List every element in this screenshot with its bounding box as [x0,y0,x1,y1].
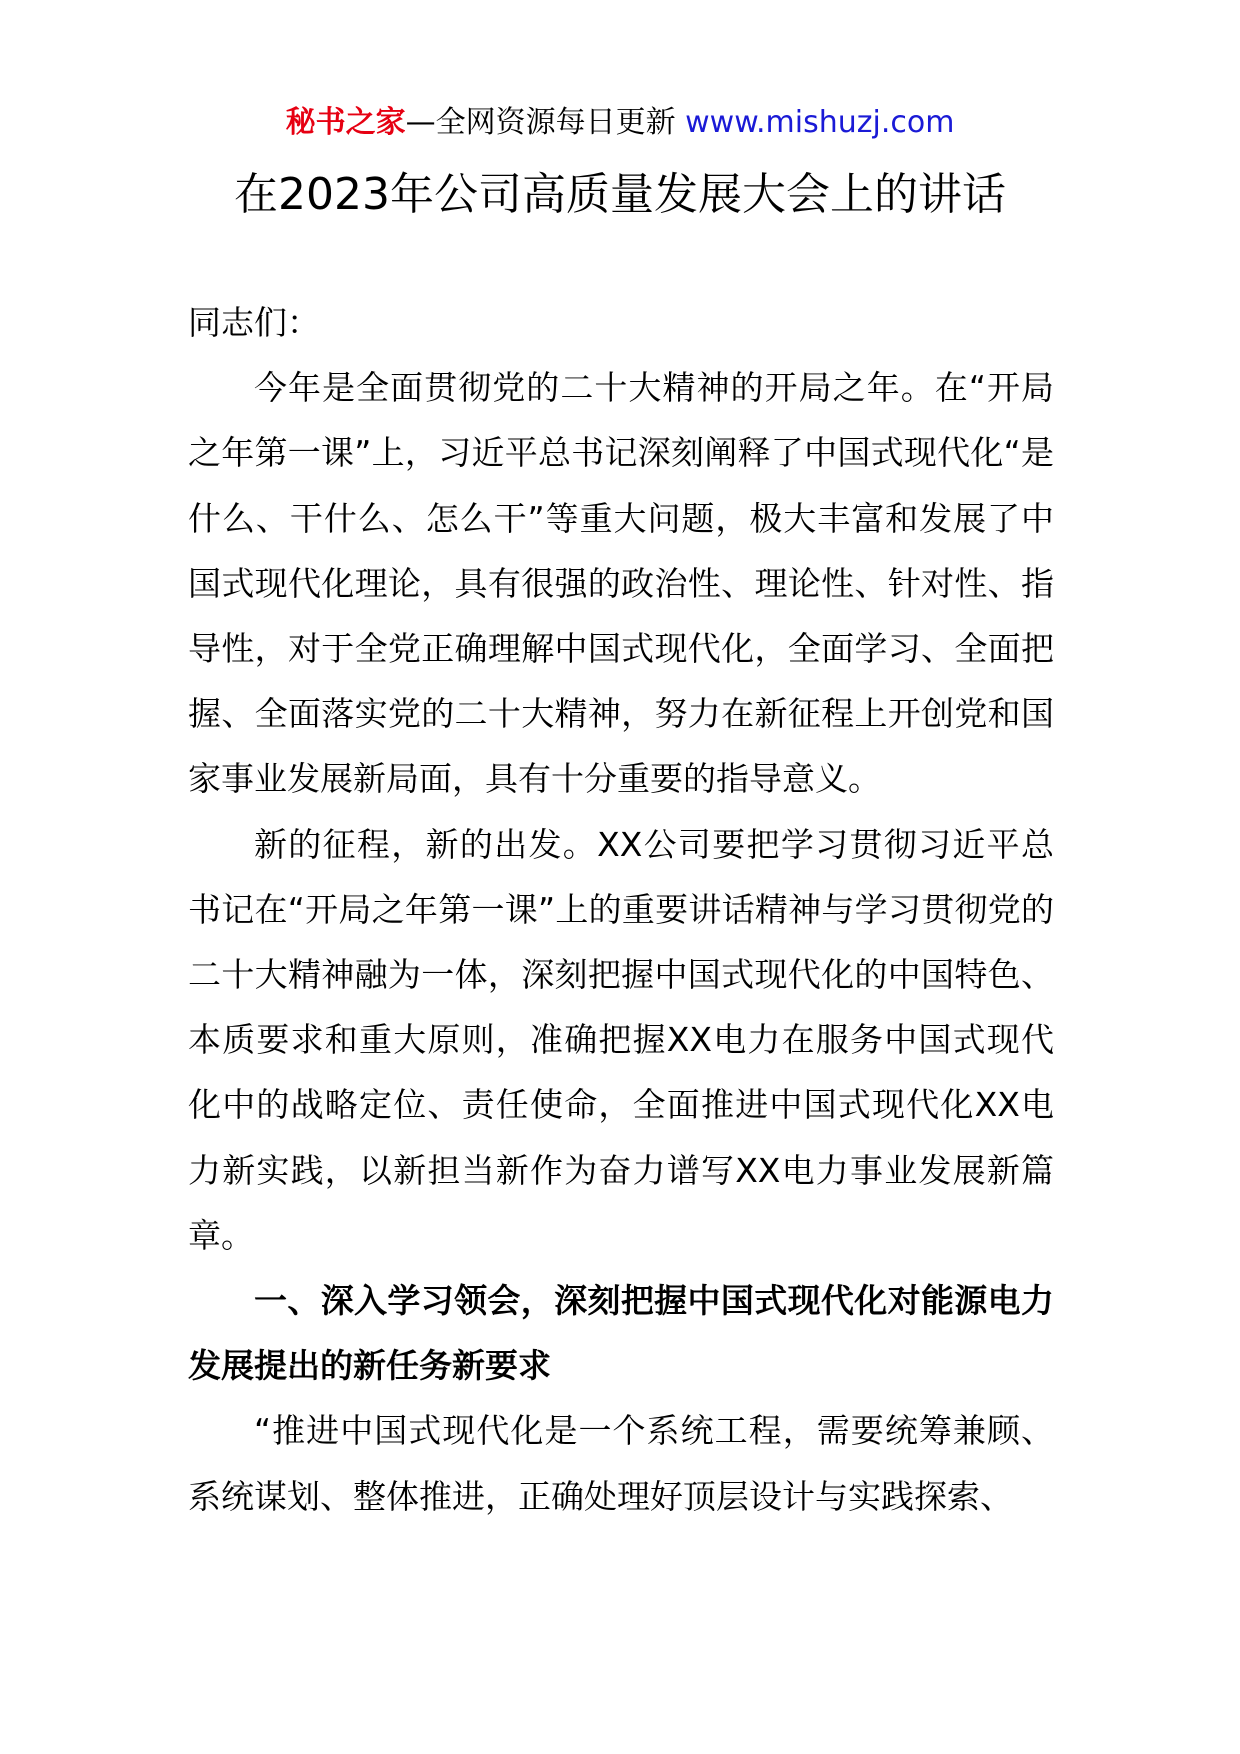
paragraph-2: 新的征程，新的出发。XX公司要把学习贯彻习近平总书记在“开局之年第一课”上的重要讲话精神与学习贯彻党的二十大精神融为一体，深刻把握中国式现代化的中国特色、本质要求和重大原则，准确把握XX电力在服务中国式现代化中的战略定位、责任使命，全面推进中国式现代化XX电力新实践，以新担当新作为奋力谱写XX电力事业发展新篇章。 [188,824,1054,1255]
document-title: 在2023年公司高质量发展大会上的讲话 [234,169,1006,220]
site-url-link[interactable]: www.mishuzj.com [685,105,955,140]
paragraph-1: 今年是全面贯彻党的二十大精神的开局之年。在“开局之年第一课”上，习近平总书记深刻阐释了中国式现代化“是什么、干什么、怎么干”等重大问题，极大丰富和发展了中国式现代化理论，具有很强的政治性、理论性、针对性、指导性，对于全党正确理解中国式现代化，全面学习、全面把握、全面落实党的二十大精神，努力在新征程上开创党和国家事业发展新局面，具有十分重要的指导意义。 [188,368,1054,799]
quote-paragraph: “推进中国式现代化是一个系统工程，需要统筹兼顾、系统谋划、整体推进，正确处理好顶层设计与实践探索、 [188,1411,1054,1516]
site-slogan: —全网资源每日更新 [405,105,676,140]
site-header [0,98,1240,148]
salutation: 同志们： [188,303,320,342]
document-body [188,290,1054,1529]
brand-name: 秘书之家 [285,105,406,140]
section-heading-1: 一、深入学习领会，深刻把握中国式现代化对能源电力发展提出的新任务新要求 [188,1281,1054,1386]
